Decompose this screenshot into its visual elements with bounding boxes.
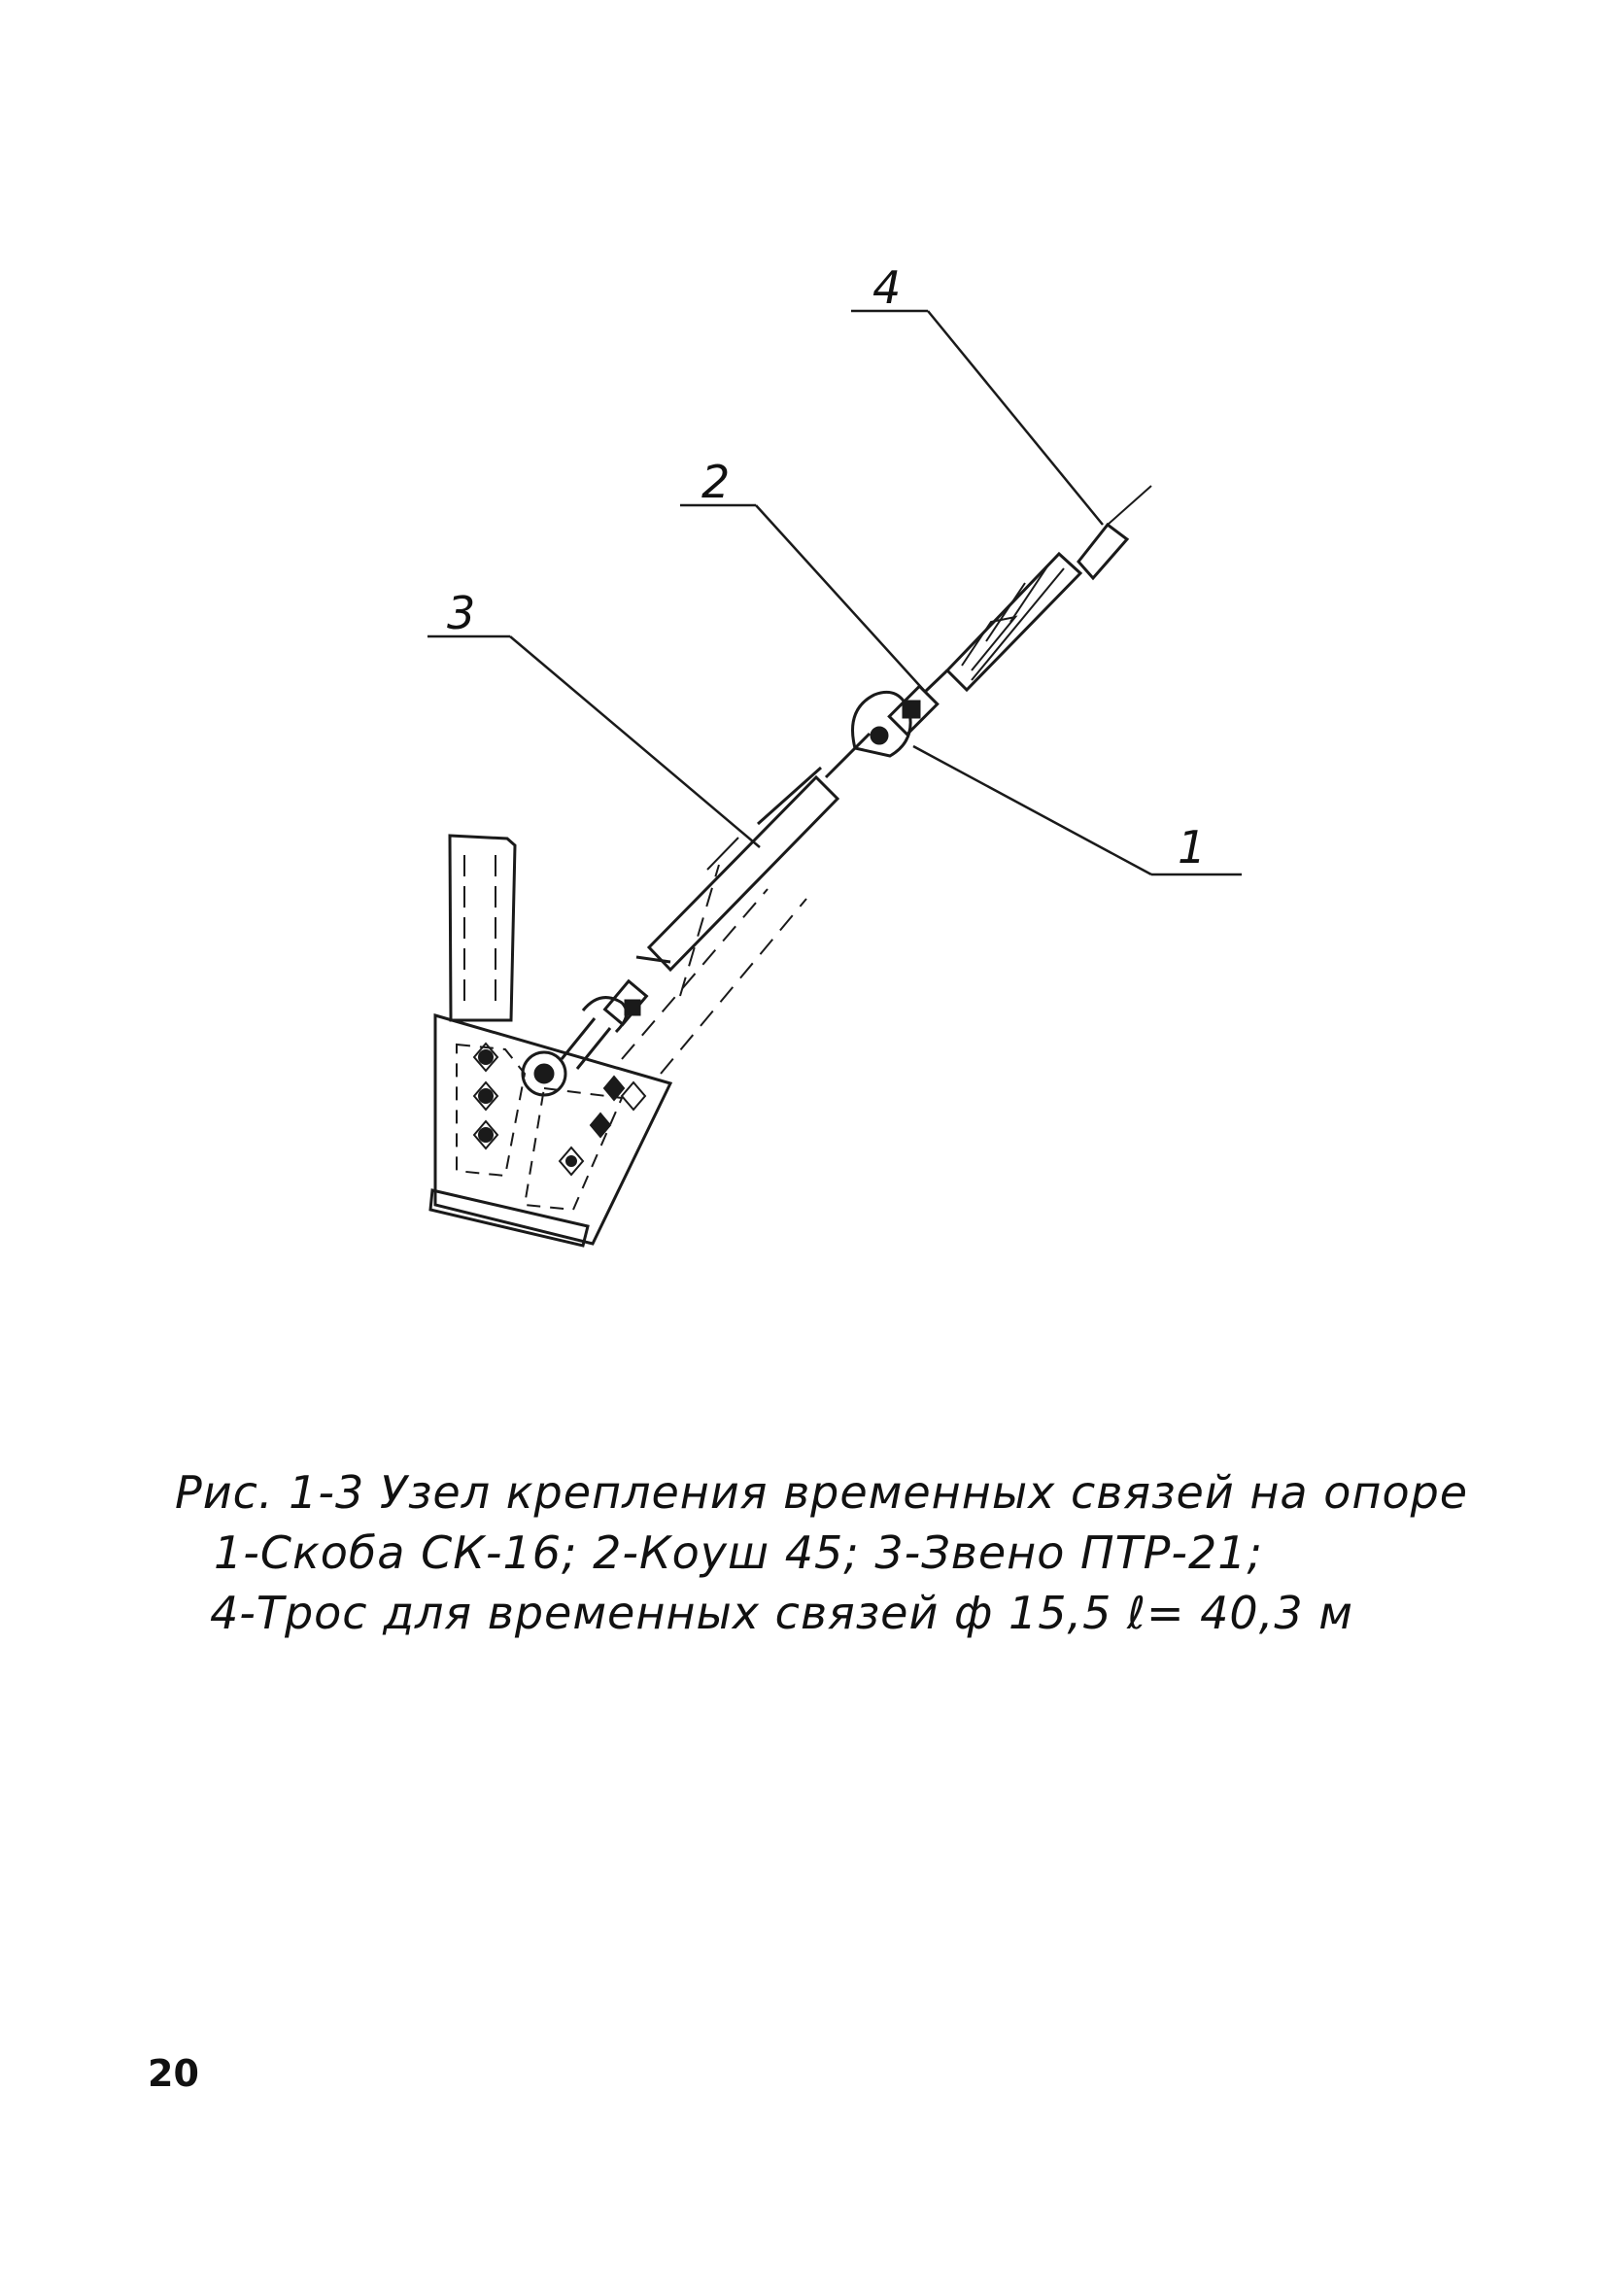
callout-labels (447, 261, 1206, 874)
thimble-2 (826, 692, 910, 777)
caption-title: Рис. 1-3 Узел крепления временных связей на опоре (175, 1466, 1469, 1519)
turnbuckle-link-3 (636, 768, 838, 970)
caption-legend-line-1: 1-Скоба СК-16; 2-Коуш 45; 3-Звено ПТР-21; (214, 1526, 1264, 1579)
support-column (450, 836, 515, 1020)
bolt-pattern (474, 1044, 645, 1175)
page-number: 20 (148, 2052, 199, 2095)
figure-caption (175, 1462, 1469, 1643)
brace-profile-dashed (622, 865, 806, 1074)
callout-1: 1 (1178, 821, 1207, 874)
callout-4: 4 (872, 261, 902, 314)
callout-3: 3 (447, 587, 476, 639)
base-gusset-plate (430, 1015, 670, 1246)
callout-2: 2 (701, 456, 731, 508)
cable-sleeve-4 (947, 486, 1151, 690)
shackle-lower (523, 981, 646, 1095)
shackle-1 (889, 670, 947, 735)
leader-lines (427, 311, 1242, 874)
caption-legend-line-2: 4-Трос для временных связей ф 15,5 ℓ= 40,3 м (210, 1587, 1353, 1639)
